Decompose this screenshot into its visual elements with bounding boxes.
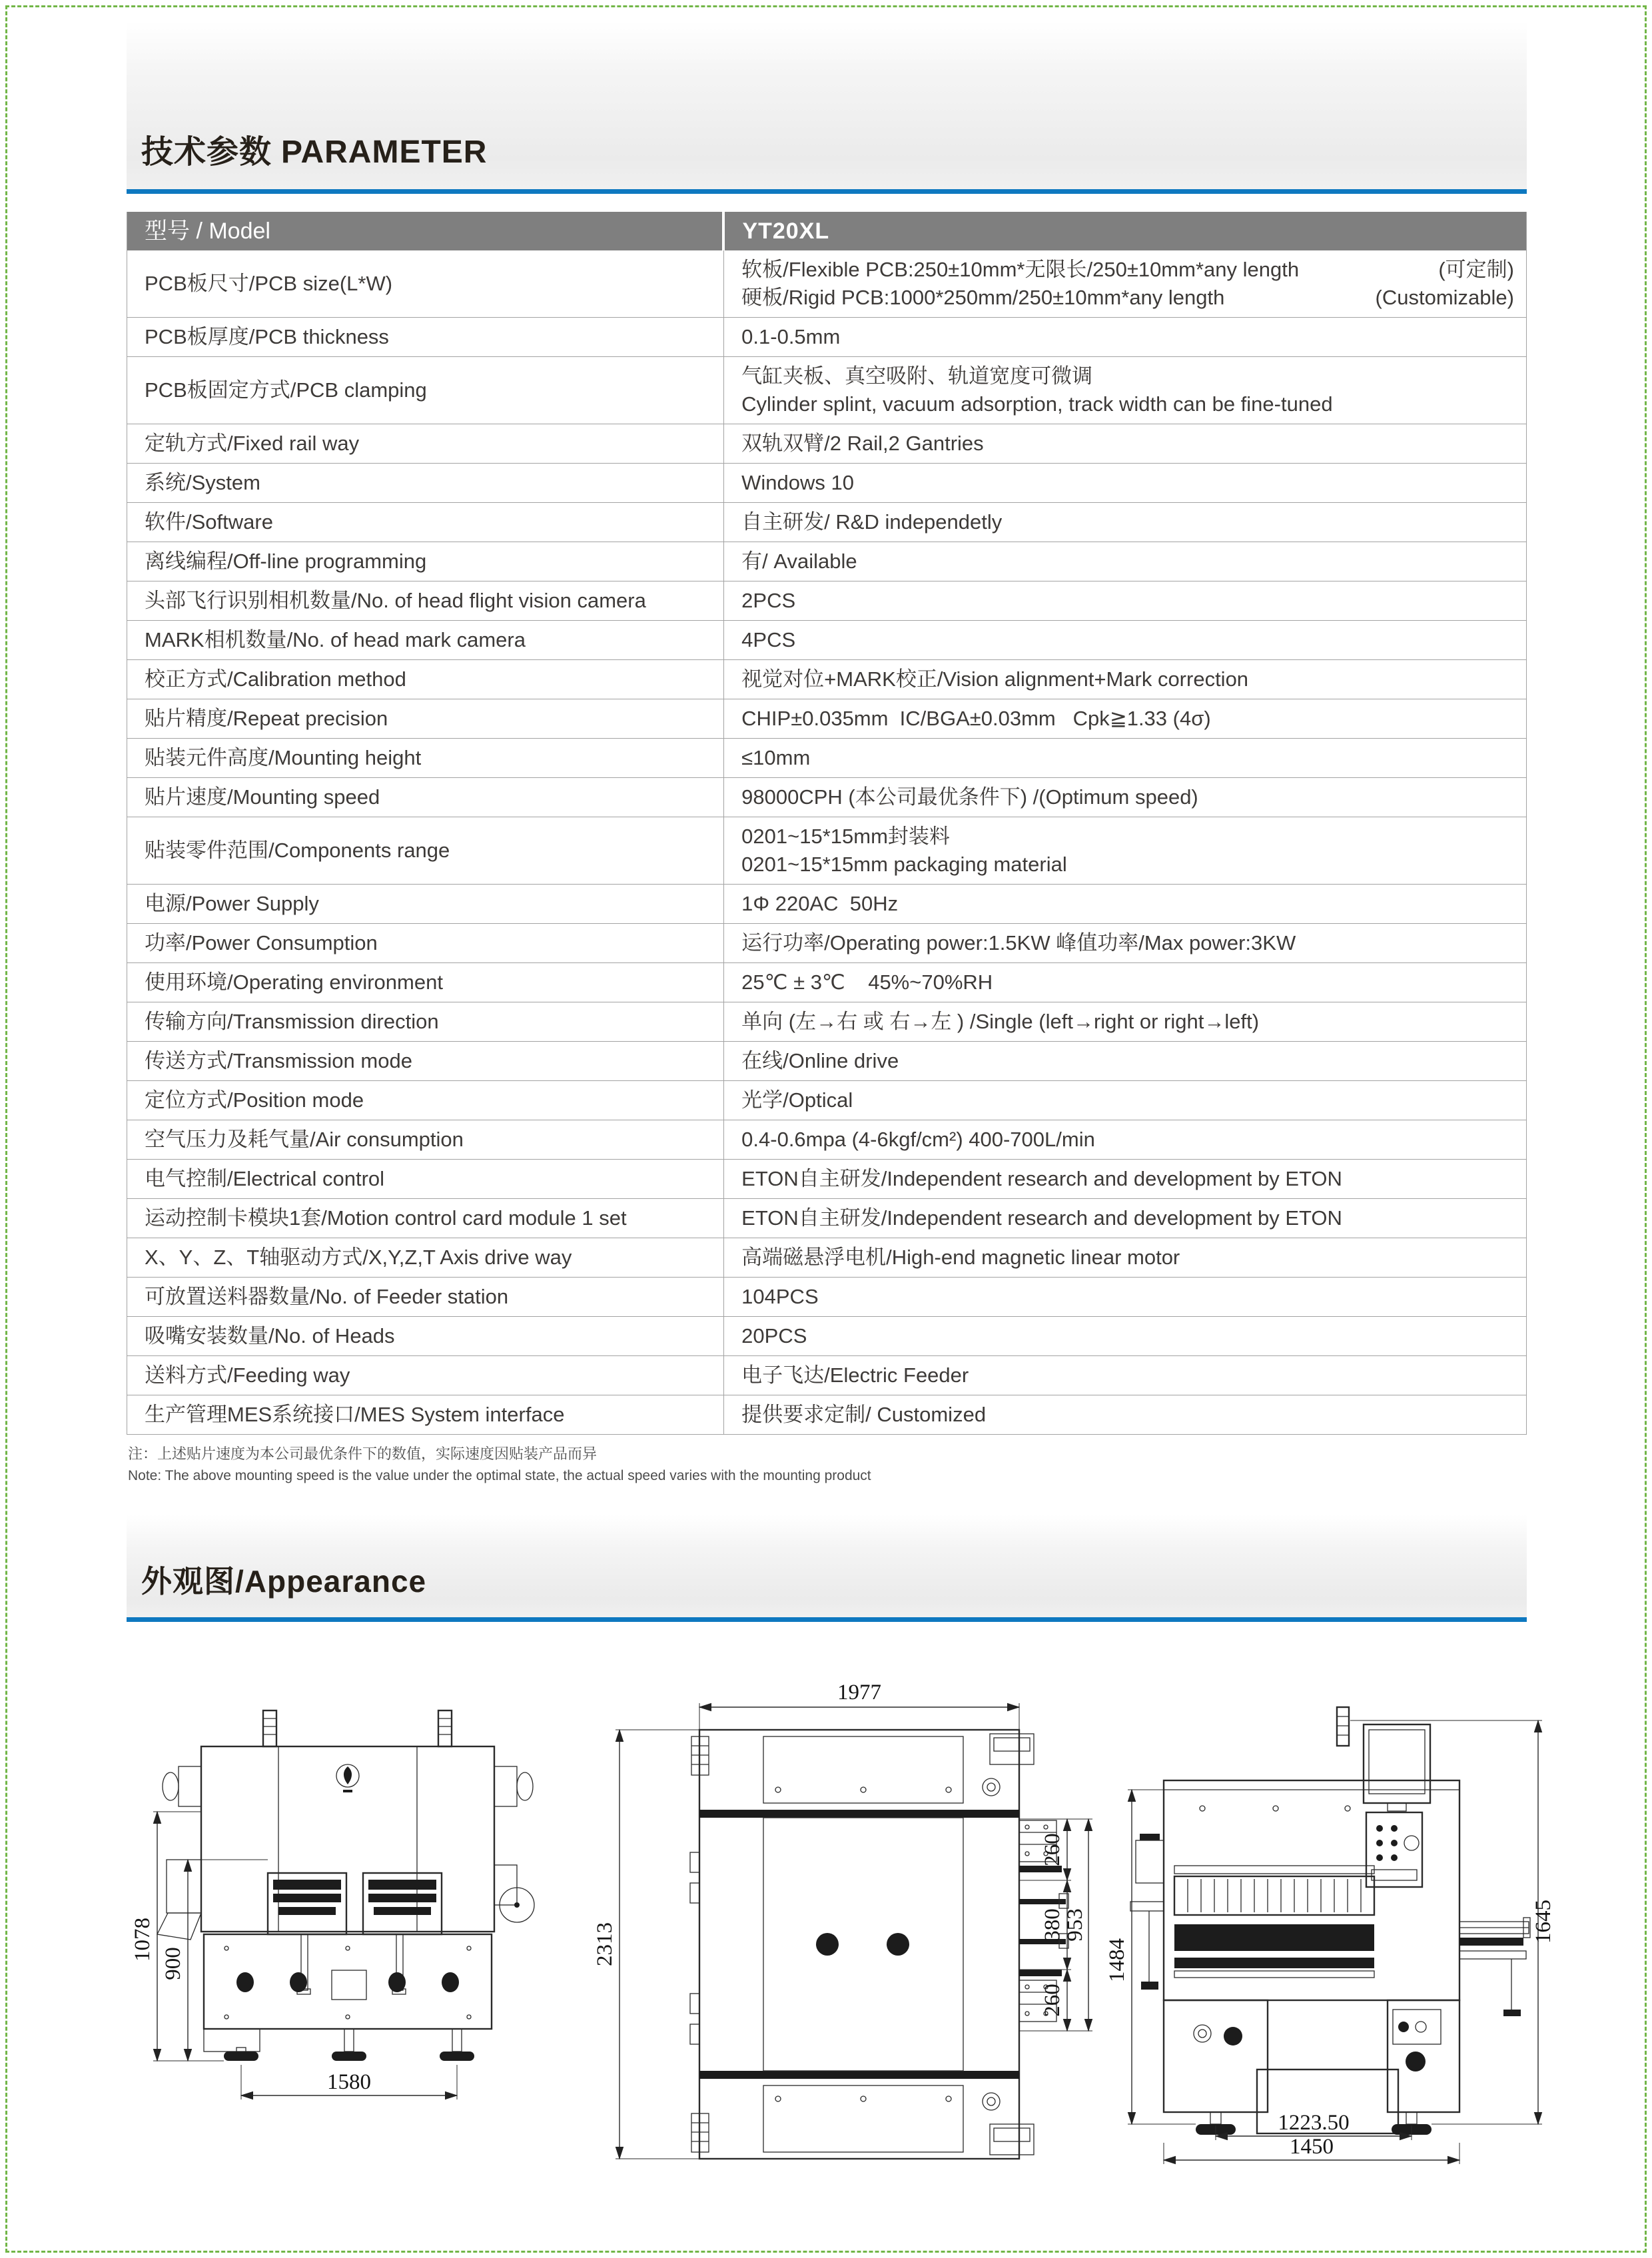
- drawing-front-view-left: [127, 1705, 586, 2121]
- svg-text:260: 260: [1040, 1984, 1064, 2017]
- row-label: 可放置送料器数量/No. of Feeder station: [145, 1285, 509, 1308]
- row-value: 电子飞达/Electric Feeder: [723, 1356, 1526, 1395]
- svg-text:1223.50: 1223.50: [1278, 2111, 1350, 2135]
- dimension-1580: [241, 2065, 457, 2099]
- row-value: 光学/Optical: [723, 1081, 1526, 1120]
- svg-text:1645: 1645: [1531, 1900, 1555, 1944]
- table-row: [127, 250, 1526, 317]
- table-row: [127, 699, 1526, 738]
- row-value: ETON自主研发/Independent research and development by ETON: [723, 1199, 1526, 1238]
- row-value: 高端磁悬浮电机/High-end magnetic linear motor: [723, 1238, 1526, 1277]
- table-row: [127, 1316, 1526, 1355]
- row-label: 头部飞行识别相机数量/No. of head flight vision camera: [145, 589, 646, 612]
- row-label: 定轨方式/Fixed rail way: [145, 432, 360, 455]
- table-row: [127, 817, 1526, 884]
- left-attachments: [1130, 1834, 1164, 1990]
- row-label: 贴片速度/Mounting speed: [145, 785, 380, 809]
- table-row: [127, 620, 1526, 659]
- corner-carriages: [691, 1734, 1034, 2155]
- row-value: 104PCS: [723, 1278, 1526, 1316]
- row-label: MARK相机数量/No. of head mark camera: [145, 628, 526, 651]
- row-value: 在线/Online drive: [723, 1042, 1526, 1080]
- monitor: [1364, 1724, 1430, 1811]
- eton-logo: [336, 1764, 359, 1792]
- svg-text:260: 260: [1040, 1833, 1064, 1866]
- table-row: [127, 502, 1526, 542]
- row-label: 电气控制/Electrical control: [145, 1167, 385, 1190]
- row-value: 25℃ ± 3℃ 45%~70%RH: [723, 963, 1526, 1002]
- row-label: 贴片精度/Repeat precision: [145, 707, 388, 730]
- row-value: ETON自主研发/Independent research and development by ETON: [723, 1160, 1526, 1198]
- row-value: Windows 10: [723, 464, 1526, 502]
- table-row: [127, 542, 1526, 581]
- parameter-title-cn: 技术参数: [141, 135, 272, 170]
- row-value: 有/ Available: [723, 542, 1526, 581]
- row-label: PCB板尺寸/PCB size(L*W): [145, 272, 393, 295]
- svg-text:2313: 2313: [593, 1922, 617, 1966]
- row-label: 空气压力及耗气量/Air consumption: [145, 1128, 464, 1151]
- row-label: X、Y、Z、T轴驱动方式/X,Y,Z,T Axis drive way: [145, 1246, 572, 1269]
- drawing-front-view-right: [1102, 1702, 1555, 2168]
- parameter-title-en: PARAMETER: [281, 135, 488, 170]
- row-value: 提供要求定制/ Customized: [723, 1395, 1526, 1434]
- table-row: [127, 1120, 1526, 1159]
- row-value: 单向 (左→右 或 右→左 ) /Single (left→right or right→left): [723, 1002, 1526, 1041]
- svg-text:1977: 1977: [837, 1681, 881, 1704]
- table-row: [127, 1198, 1526, 1238]
- table-row: [127, 424, 1526, 463]
- svg-text:1450: 1450: [1290, 2135, 1334, 2159]
- row-label: 校正方式/Calibration method: [145, 667, 406, 691]
- row-label: 离线编程/Off-line programming: [145, 550, 427, 573]
- model-header-cell: 型号 / Model: [127, 212, 722, 250]
- table-row: [127, 356, 1526, 424]
- table-row: [127, 1002, 1526, 1041]
- dimension-1078: [131, 1812, 224, 2061]
- appearance-accent-rule: [127, 1617, 1527, 1622]
- table-row: [127, 1041, 1526, 1080]
- row-value: 视觉对位+MARK校正/Vision alignment+Mark correction: [723, 660, 1526, 699]
- row-value: 20PCS: [723, 1317, 1526, 1355]
- row-label: 使用环境/Operating environment: [145, 970, 443, 994]
- table-row: [127, 962, 1526, 1002]
- row-label: 软件/Software: [145, 510, 273, 534]
- machine-feet: [224, 2029, 474, 2061]
- row-value: 0201~15*15mm封装料 0201~15*15mm packaging material: [723, 817, 1526, 884]
- row-label: 吸嘴安装数量/No. of Heads: [145, 1324, 395, 1347]
- row-label: 传输方向/Transmission direction: [145, 1010, 439, 1033]
- feeder-bank: [1174, 1866, 1374, 1978]
- table-note-cn: 注：上述贴片速度为本公司最优条件下的数值，实际速度因贴装产品而异: [128, 1445, 598, 1462]
- dimension-1450: [1164, 2135, 1459, 2164]
- table-note: [128, 1443, 871, 1487]
- drawing-top-view: [593, 1675, 1099, 2181]
- row-label: PCB板固定方式/PCB clamping: [145, 378, 427, 402]
- parameter-table: [127, 212, 1527, 1435]
- parameter-header-band: [127, 21, 1527, 189]
- svg-text:1078: 1078: [131, 1918, 155, 1962]
- row-label: 运动控制卡模块1套/Motion control card module 1 set: [145, 1206, 627, 1230]
- row-label: 贴装零件范围/Components range: [145, 839, 450, 862]
- table-row: [127, 738, 1526, 777]
- svg-text:1484: 1484: [1105, 1938, 1129, 1982]
- row-label: 系统/System: [145, 471, 260, 494]
- table-row: [127, 1395, 1526, 1434]
- row-value: 1Φ 220AC 50Hz: [723, 885, 1526, 923]
- table-row: [127, 463, 1526, 502]
- machine-top-posts: [263, 1710, 452, 1746]
- row-label: 生产管理MES系统接口/MES System interface: [145, 1403, 565, 1426]
- table-row: [127, 581, 1526, 620]
- table-row: [127, 317, 1526, 356]
- row-label: 贴装元件高度/Mounting height: [145, 746, 422, 769]
- table-row: [127, 777, 1526, 817]
- svg-text:900: 900: [161, 1947, 185, 1980]
- parameter-accent-rule: [127, 189, 1527, 194]
- machine-base: [204, 1934, 492, 2052]
- gantry-rail-top: [699, 1810, 1019, 1818]
- row-value: 双轨双臂/2 Rail,2 Gantries: [723, 424, 1526, 463]
- row-label: 定位方式/Position mode: [145, 1088, 364, 1112]
- table-row: [127, 659, 1526, 699]
- row-label: 电源/Power Supply: [145, 892, 319, 915]
- dimension-1977: [699, 1681, 1019, 1735]
- table-row: [127, 1159, 1526, 1198]
- row-value: 自主研发/ R&D independetly: [723, 503, 1526, 542]
- svg-text:1580: 1580: [327, 2070, 371, 2094]
- dimension-2313: [593, 1730, 699, 2159]
- table-row: [127, 1238, 1526, 1277]
- table-row: [127, 923, 1526, 962]
- table-row: [127, 1355, 1526, 1395]
- machine-outline: [699, 1730, 1019, 2159]
- row-label: 传送方式/Transmission mode: [145, 1049, 412, 1072]
- parameter-title: [141, 126, 487, 172]
- row-value: 运行功率/Operating power:1.5KW 峰值功率/Max power:3KW: [723, 924, 1526, 962]
- row-value: 软板/Flexible PCB:250±10mm*无限长/250±10mm*any length (可定制) 硬板/Rigid PCB:1000*250mm/250±10mm*any length (Customizable): [723, 250, 1526, 317]
- table-row: [127, 884, 1526, 923]
- appearance-header-band: [127, 1515, 1527, 1617]
- row-value: ≤10mm: [723, 739, 1526, 777]
- parameter-table-rows: [127, 250, 1526, 1434]
- row-label: PCB板厚度/PCB thickness: [145, 325, 389, 348]
- dimension-900: [161, 1860, 268, 2061]
- row-value: 气缸夹板、真空吸附、轨道宽度可微调 Cylinder splint, vacuum adsorption, track width can be fine-tuned: [723, 357, 1526, 424]
- svg-text:953: 953: [1063, 1908, 1087, 1942]
- table-row: [127, 1080, 1526, 1120]
- row-label: 功率/Power Consumption: [145, 931, 378, 954]
- gantry-rail-bottom: [699, 2071, 1019, 2079]
- row-value: 4PCS: [723, 621, 1526, 659]
- conveyor-extension: [1459, 1918, 1530, 2016]
- parameter-table-header: [127, 212, 1526, 250]
- row-value: CHIP±0.035mm IC/BGA±0.03mm Cpk≧1.33 (4σ): [723, 699, 1526, 738]
- row-value: 2PCS: [723, 581, 1526, 620]
- model-value-cell: YT20XL: [725, 212, 1526, 250]
- signal-tower: [1337, 1707, 1349, 1746]
- appearance-title: 外观图/Appearance: [141, 1564, 427, 1599]
- table-note-en: Note: The above mounting speed is the value under the optimal state, the actual speed varies with the mounting product: [128, 1468, 871, 1483]
- row-value: 0.4-0.6mpa (4-6kgf/cm²) 400-700L/min: [723, 1120, 1526, 1159]
- row-value: 98000CPH (本公司最优条件下) /(Optimum speed): [723, 778, 1526, 817]
- row-value: 0.1-0.5mm: [723, 318, 1526, 356]
- table-row: [127, 1277, 1526, 1316]
- inner-structure: [690, 1736, 1000, 2152]
- row-label: 送料方式/Feeding way: [145, 1363, 350, 1387]
- svg-text:380: 380: [1040, 1908, 1064, 1942]
